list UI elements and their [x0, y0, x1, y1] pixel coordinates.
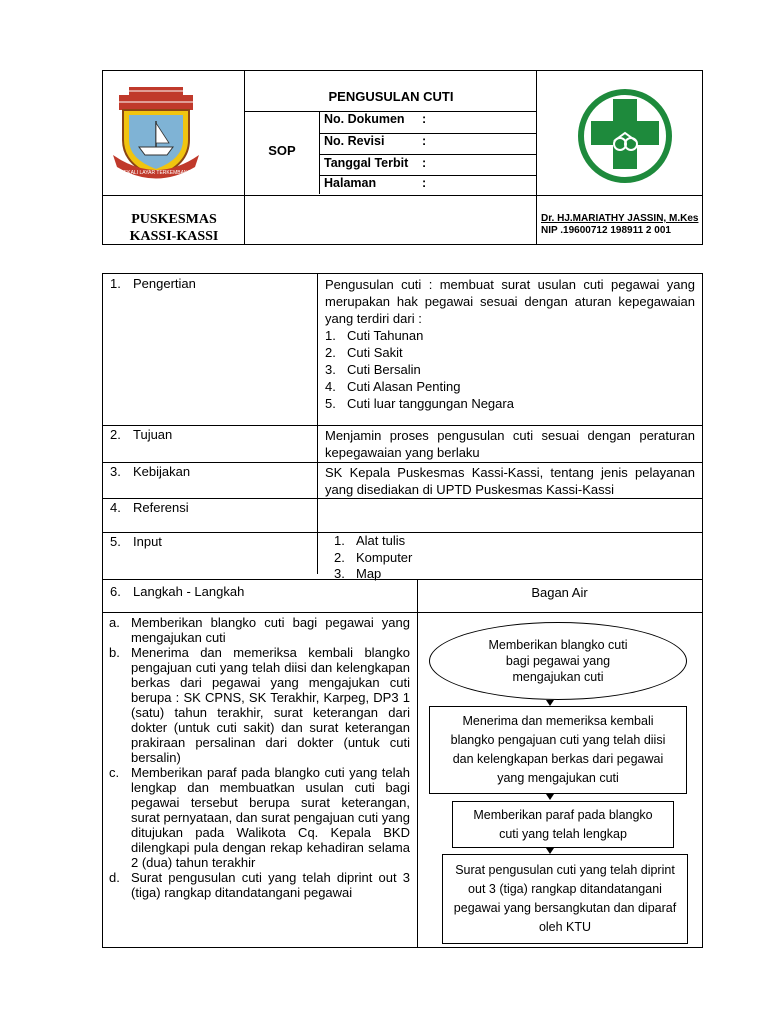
row-label-kebijakan: Kebijakan [133, 464, 191, 479]
row-label-langkah: Langkah - Langkah [133, 584, 245, 599]
row-number: 6. [110, 584, 121, 599]
input-content [334, 533, 534, 583]
row-number: 2. [110, 427, 121, 442]
row-label-input: Input [133, 534, 162, 549]
row-number: 1. [110, 276, 121, 291]
list-item: 2. Cuti Sakit [325, 345, 403, 360]
signatory: Dr. HJ.MARIATHY JASSIN, M.Kes NIP .19600712 198911 2 001 [541, 213, 699, 236]
step-item: b. Menerima dan memeriksa kembali blangko pengajuan cuti yang telah diisi dan kelengkapan berkas dari pegawai yang mengajukan cuti berupa : SK CPNS, SK Terakhir, Karpeg, DP3 1 (satu) tahun terakhir, surat keterangan dari dokter (untuk cuti sakit) dan surat keterangan prakiraan persalinan dari dokter (untuk cuti bersalin) [109, 645, 410, 765]
row-number: 3. [110, 464, 121, 479]
list-item: 3. Cuti Bersalin [325, 362, 421, 377]
steps-list [109, 615, 410, 947]
page-title: PENGUSULAN CUTI [328, 89, 454, 104]
sop-content-table [102, 273, 703, 948]
svg-text:SEKALI LAYAR TERKEMBANG: SEKALI LAYAR TERKEMBANG [120, 170, 192, 176]
row-number: 4. [110, 500, 121, 515]
sop-label: SOP [268, 143, 296, 158]
city-crest-icon [109, 85, 203, 185]
flow-box-2: Menerima dan memeriksa kembali blangko pengajuan cuti yang telah diisi dan kelengkapan berkas dari pegawai yang mengajukan cuti [429, 706, 687, 794]
list-item: 4. Cuti Alasan Penting [325, 379, 461, 394]
row-label-referensi: Referensi [133, 500, 189, 515]
flow-box-3: Memberikan paraf pada blangko cuti yang telah lengkap [452, 801, 674, 848]
bagan-air-header: Bagan Air [531, 585, 588, 600]
row-label-pengertian: Pengertian [133, 276, 196, 291]
puskesmas-name: PUSKESMAS KASSI-KASSI [129, 212, 219, 244]
flow-box-4: Surat pengusulan cuti yang telah diprint out 3 (tiga) rangkap ditandatangani pegawai yang bersangkutan dan diparaf oleh KTU [442, 854, 688, 944]
flow-arrow [546, 794, 554, 800]
list-item: 2. Komputer [334, 549, 413, 565]
document-header [102, 70, 703, 245]
meta-no-revisi: No. Revisi : [324, 134, 427, 148]
tujuan-content: Menjamin proses pengusulan cuti sesuai dengan peraturan kepegawaian yang berlaku [325, 428, 695, 460]
flow-start-ellipse: Memberikan blangko cuti bagi pegawai yang mengajukan cuti [429, 622, 687, 700]
list-item: 5. Cuti luar tanggungan Negara [325, 396, 514, 411]
meta-halaman: Halaman : [324, 176, 427, 190]
meta-tanggal-terbit: Tanggal Terbit : [324, 156, 427, 170]
row-number: 5. [110, 534, 121, 549]
list-item: 3. Map [334, 566, 382, 581]
kebijakan-content: SK Kepala Puskesmas Kassi-Kassi, tentang jenis pelayanan yang disediakan di UPTD Puskesmas Kassi-Kassi [325, 465, 695, 497]
pengertian-content: Pengusulan cuti : membuat surat usulan cuti pegawai yang merupakan hak pegawai sesuai dengan aturan kepegawaian yang terdiri dari : 1. Cuti Tahunan 2. Cuti Sakit 3. Cuti Bersalin 4. Cuti Alasan Penting 5. Cuti luar tanggungan Negara [325, 277, 695, 411]
step-item: c. Memberikan paraf pada blangko cuti yang telah lengkap dan membuatkan usulan cuti bagi pegawai tersebut berupa surat keterangan, surat pernyataan, dan surat pengajuan cuti yang ditujukan pada Walikota Cq. Kepala BKD dilengkapi pula dengan rekap kehadiran selama 2 (dua) tahun terakhir [109, 765, 410, 870]
puskesmas-cross-icon [576, 81, 674, 191]
list-item: 1. Cuti Tahunan [325, 328, 424, 343]
meta-no-dokumen: No. Dokumen : [324, 112, 427, 126]
step-item: a. Memberikan blangko cuti bagi pegawai yang mengajukan cuti [109, 615, 410, 645]
list-item: 1. Alat tulis [334, 533, 406, 548]
row-label-tujuan: Tujuan [133, 427, 173, 442]
step-item: d. Surat pengusulan cuti yang telah diprint out 3 (tiga) rangkap ditandatangani pegawai [109, 870, 410, 900]
